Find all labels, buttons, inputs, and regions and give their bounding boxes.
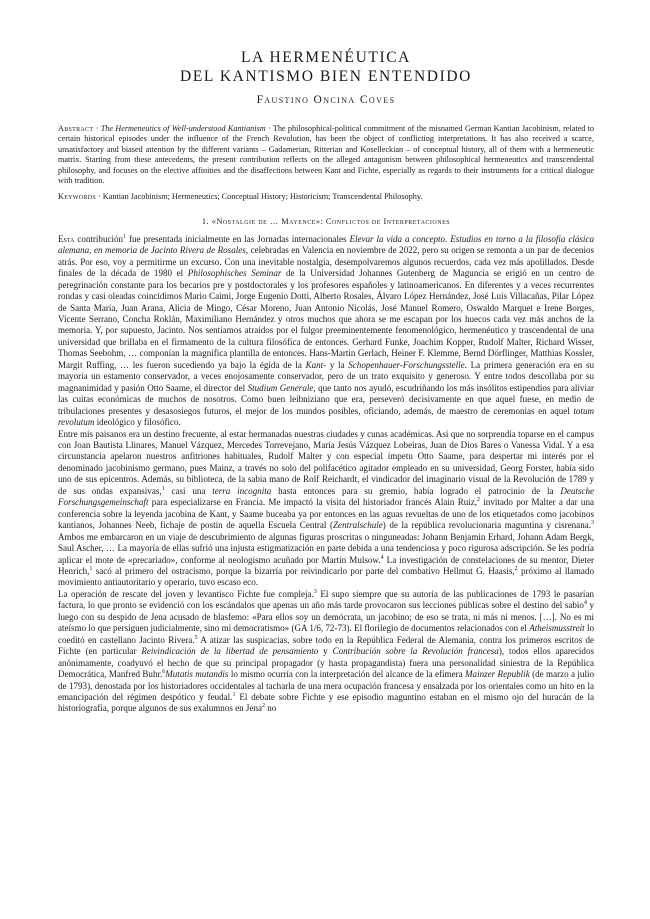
footnote-ref[interactable]: 1 bbox=[232, 691, 236, 698]
abstract: Abstract · The Hermeneutics of Well-understood Kantianism · The philosophical-political commitment of the misnamed German Kantian Jacobinism, related to certain historical episodes under the influence of the French Revolution, has been the object of conflicting interpretations. It has also received a scarce, unsatisfactory and biased attention by the different variants – Gadamerian, Ritterian and Koselleckian – of conceptual history, all of them with a hermeneutic matrix. Starting from these antecedents, the present contribution reflects on the alleged antagonism between philosophical hermeneutics and transcendental philosophy, and focuses on the elective affinities and the disaffections between Kant and Fichte, especially as regards to their instruments for a critical dialogue with tradition. bbox=[58, 124, 595, 186]
footnote-ref[interactable]: 4 bbox=[380, 554, 384, 561]
footnote-ref[interactable]: 1 bbox=[161, 485, 165, 492]
footnote-ref[interactable]: 1 bbox=[123, 233, 127, 240]
article-title bbox=[58, 48, 594, 86]
paragraph-2: Entre mis paisanos era un destino frecuente, al estar hermanadas nuestras ciudades y cunas académicas. Así que no sorprendía toparse en el campus con Joan Bautista Llinares, Manuel Vázquez, Mercedes Torrevejano, María Jesús Vázquez Lobeiras, Juan de Dios Bares o Vanessa Vidal. Y a esa circunstancia apelaron nuestros anfitriones habituales, Rudolf Malter y con especial ímpetu Otto Saame, para despertar mi interés por el denominado jacobinismo germano, pues Mainz, a través no solo del polifacético agitador empleado en su universidad, Georg Forster, había sido uno de sus epicentros. Además, su biblioteca, de la sabia mano de Rolf Reichardt, el vindicador del imaginario visual de la Revolución de 1789 y de sus ondas expansivas,$^1$ casi una terra incognita hasta entonces para su gremio, había logrado el patrocinio de la Deutsche Forschungsgemeinschaft para especializarse en Francia. Me impactó la visita del historiador francés Alain Ruiz,$^2$ invitado por Malter a dar una conferencia sobre la leyenda jacobina de Kant, y Saame buceaba ya por entonces en las aguas revueltas de uno de los etiquetados como jacobinos kantianos, Johannes Neeb, fichaje de postín de aquella Escuela Central (Zentralschule) de la república revolucionaria maguntina y cisrenana.$^3$ Ambos me embarcaron en un viaje de descubrimiento de algunas figuras proscritas o ninguneadas: Johann Benjamin Erhard, Johann Adam Bergk, Saul Ascher, … La mayoría de ellas sufrió una injusta estigmatización en parte debida a una tendenciosa y poco rigurosa adscripción. Se les podría aplicar el mote de «precariado», conforme al neologismo acuñado por Martin Mulsow.$^4$ La investigación de constelaciones de su mentor, Dieter Henrich,$^1$ sacó al primero del ostracismo, porque la bizarría por reivindicarlo por parte del combativo Hellmut G. Haasis,$^2$ próximo al llamado movimiento antiautoritario y operario, tuvo escaso eco. bbox=[58, 428, 594, 588]
footnote-ref[interactable]: 3 bbox=[591, 520, 594, 527]
author-name: Faustino Oncina Coves bbox=[256, 94, 396, 106]
footnote-ref[interactable]: 2 bbox=[514, 565, 518, 572]
title-line-2: DEL KANTISMO BIEN ENTENDIDO bbox=[180, 68, 472, 85]
section-heading: 1. «Nostalgie de … Mayence»: Conflictos de Interpretaciones bbox=[201, 216, 451, 226]
paragraph-1: Esta contribución$^1$ fue presentada inicialmente en las Jornadas internacionales Elevar la vida a concepto. Estudios en torno a la filosofía clásica alemana, en memoria de Jacinto Rivera de Rosales, celebradas en Valencia en noviembre de 2022, pero su origen se remonta a un par de decenios atrás. Por eso, voy a permitirme un excurso. Con una inevitable nostalgia, desempolvaremos algunos recuerdos, cada vez más apolillados. Desde finales de la década de 1980 el Philosophisches Seminar de la Universidad Johannes Gutenberg de Maguncia se erigió en un centro de peregrinación constante para los becarios pre y postdoctorales y los profesores españoles y latinoamericanos. En diferentes y a veces recurrentes rondas y casi oleadas coincidimos Mario Caimi, Jorge Eugenio Dotti, Alberto Rosales, Álvaro López Hernández, José Luis Villacañas, Pilar López de Santa María, Juan Arana, Alicia de Mingo, César Moreno, Juan Antonio Nicolás, José Manuel Romero, Oswaldo Marquet e Irene Borges, Vicente Serrano, Concha Roklán, Maximiliano Hernández y otros muchos que ahora se me escapan por los huecos cada vez más anchos de la memoria. Y, por supuesto, Jacinto. Nos sentíamos atraídos por el fulgor preeminentemente fenomenológico, hermenéutico y trascendental de una universidad que brillaba en el firmamento de la cultura filosófica de entonces. Gerhard Funke, Joachim Kopper, Rudolf Malter, Richard Wisser, Thomas Seebohm, … componían la magnífica plantilla de entonces. Hans-Martin Gerlach, Heiner F. Klemme, Bernd Dörflinger, Matthias Kossler, Margit Ruffing, … les fueron sucediendo ya bajo la égida de la Kant- y la Schopenhauer-Forschungsstelle. La primera generación era en su mayoría un estamento conservador, a veces enojosamente conservador, pero de un trato exquisito y generoso. Y entre todos descollaba por su magnanimidad y pasión Otto Saame, el director del Studium Generale, que tanto nos ayudó, escudriñando los más insólitos estipendios para aliviar las cuitas económicas de muchos de nosotros. Como buen leibniziano que era, perseveró decisivamente en que aquel fuese, en medio de tribulaciones presentes y desasosiegos futuros, el mejor de los mundos posibles, oficiando, además, de maestro de ceremonias en aquel totum revolutum ideológico y filosófico. bbox=[58, 233, 595, 428]
footnote-ref[interactable]: 5 bbox=[194, 634, 198, 641]
footnote-ref[interactable]: 4 bbox=[583, 600, 587, 607]
footnote-ref[interactable]: 6 bbox=[162, 669, 166, 676]
body-text bbox=[58, 234, 594, 715]
abstract-text: · The philosophical-political commitment of the misnamed German Kantian Jacobinism, related to certain historical episodes under the influence of the French Revolution, has been the object of conflicting interpretations. It has also received a scarce, unsatisfactory and biased attention by the different variants – Gadamerian, Ritterian and Koselleckian – of conceptual history, all of them with a hermeneutic matrix. Starting from these antecedents, the present contribution reflects on the alleged antagonism between philosophical hermeneutics and transcendental philosophy, and focuses on the elective affinities and the disaffections between Kant and Fichte, especially as regards to their instruments for a critical dialogue with tradition. bbox=[58, 124, 595, 186]
abstract-english-title: The Hermeneutics of Well-understood Kantianism bbox=[100, 124, 266, 133]
footnote-ref[interactable]: 3 bbox=[313, 588, 317, 595]
keywords-text: · Kantian Jacobinism; Hermeneutics; Conceptual History; Historicism; Transcendental Philosophy. bbox=[95, 192, 423, 202]
abstract-label: Abstract bbox=[58, 124, 94, 133]
title-line-1: LA HERMENÉUTICA bbox=[241, 49, 411, 66]
footnote-ref[interactable]: 1 bbox=[89, 565, 93, 572]
keywords-label: Keywords bbox=[58, 192, 96, 202]
footnote-ref[interactable]: 2 bbox=[262, 703, 266, 710]
footnote-ref[interactable]: 2 bbox=[477, 497, 481, 504]
keywords bbox=[58, 192, 594, 202]
paragraph-3: La operación de rescate del joven y levantisco Fichte fue compleja.$^3$ El supo siempre que su autoría de las publicaciones de 1793 le pasarían factura, lo que pronto se evidenció con los escándalos que apenas un año más tarde provocaron sus lecciones públicas sobre el destino del sabio$^4$ y luego con su despido de Jena acusado de blasfemo: «Para ellos soy un demócrata, un jacobino; de eso se trata, ni más ni menos. […]. No es mi ateísmo lo que persiguen judicialmente, sino mi democratismo» (GA 1/6, 72-73). El florilegio de documentos relacionados con el Atheismusstreit lo coeditó en castellano Jacinto Rivera.$^5$ A atizar las suspicacias, sobre todo en la República Federal de Alemania, contra los primeros escritos de Fichte (en particular Reivindicación de la libertad de pensamiento y Contribución sobre la Revolución francesa), todos ellos aparecidos anónimamente, coadyuvó el hecho de que su principal propagador (y hasta propagandista) fuera una personalidad siniestra de la República Democrática, Manfred Buhr.$^6$Mutatis mutandis lo mismo ocurría con la interpretación del alcance de la efímera Mainzer Republik (de marzo a julio de 1793), denostada por los historiadores occidentales al tacharla de una mera ocupación francesa y ensalzada por los orientales como un hito en la emancipación del régimen despótico y feudal.$^1$ El debate sobre Fichte y ese episodio maguntino estaban en el mismo ojo del huracán de la historiografía, porque algunos de sus exalumnos en Jena$^2$ no bbox=[58, 588, 595, 714]
